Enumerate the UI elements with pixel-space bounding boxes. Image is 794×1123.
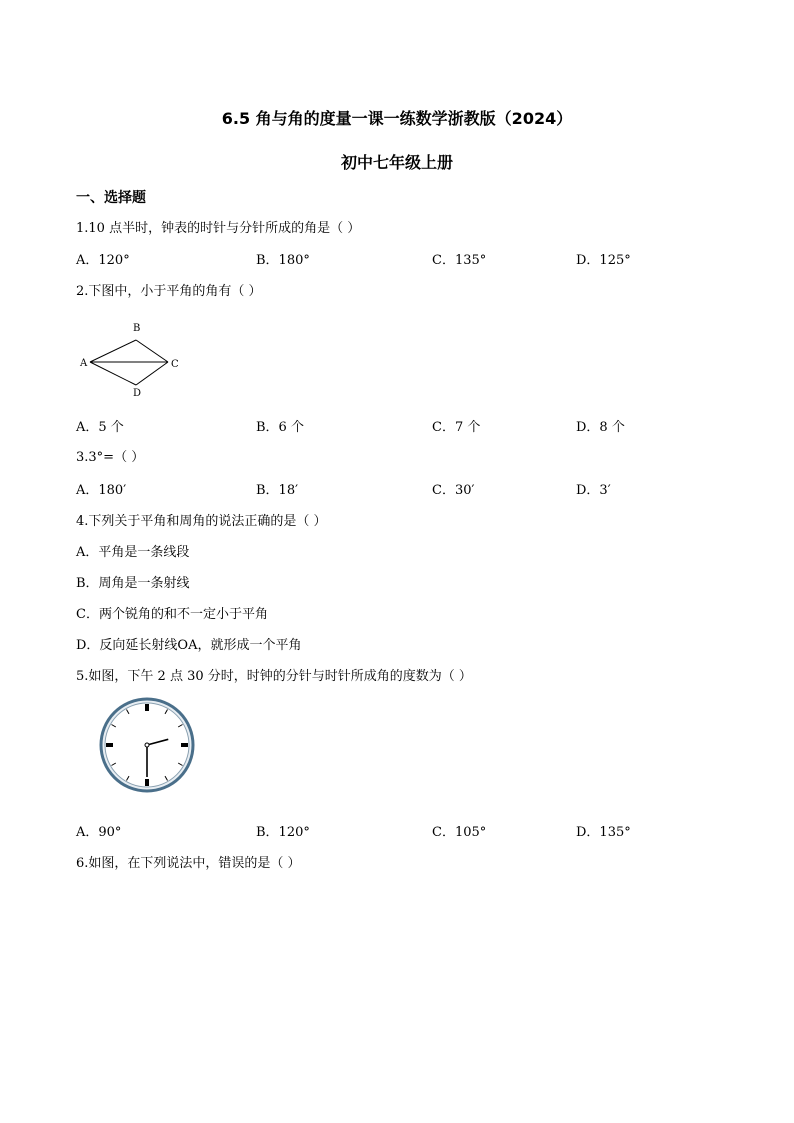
question-3-option-a: A．180′ [76,483,127,498]
question-2-option-a: A．5 个 [76,420,124,435]
question-1-option-a: A．120° [76,253,130,268]
vertex-label-b: B [133,323,141,334]
section-heading: 一、选择题 [76,190,146,206]
question-4-option-a: A．平角是一条线段 [76,545,190,560]
question-3-option-c: C．30′ [432,483,475,498]
clock-figure [96,697,198,793]
question-6-stem: 6.如图，在下列说法中，错误的是（ ） [76,856,301,871]
question-3-option-d: D．3′ [576,483,611,498]
question-5-option-d: D．135° [576,825,631,840]
question-4-stem: 4.下列关于平角和周角的说法正确的是（ ） [76,514,327,529]
question-3-stem: 3.3°=（ ） [76,450,145,465]
vertex-label-c: C [171,359,179,370]
question-5-stem: 5.如图，下午 2 点 30 分时，时钟的分针与时针所成角的度数为（ ） [76,669,472,684]
vertex-label-a: A [80,358,88,369]
question-3-option-b: B．18′ [256,483,299,498]
question-2-option-d: D．8 个 [576,420,625,435]
question-1-option-c: C．135° [432,253,487,268]
question-1-option-d: D．125° [576,253,631,268]
clock-center [145,743,149,747]
question-5-option-b: B．120° [256,825,310,840]
document-title: 6.5 角与角的度量一课一练数学浙教版（2024） [221,109,573,128]
quadrilateral-figure [76,318,186,400]
question-1-stem: 1.10 点半时，钟表的时针与分针所成的角是（ ） [76,221,361,236]
question-2-option-b: B．6 个 [256,420,304,435]
question-1-option-b: B．180° [256,253,310,268]
question-5-option-a: A．90° [76,825,122,840]
question-4-option-d: D．反向延长射线OA，就形成一个平角 [76,638,302,653]
question-4-option-b: B．周角是一条射线 [76,576,190,591]
question-5-option-c: C．105° [432,825,487,840]
document-subtitle: 初中七年级上册 [340,153,453,172]
vertex-label-d: D [133,388,142,399]
question-2-stem: 2.下图中，小于平角的角有（ ） [76,284,262,299]
question-2-option-c: C．7 个 [432,420,481,435]
question-4-option-c: C．两个锐角的和不一定小于平角 [76,607,268,622]
